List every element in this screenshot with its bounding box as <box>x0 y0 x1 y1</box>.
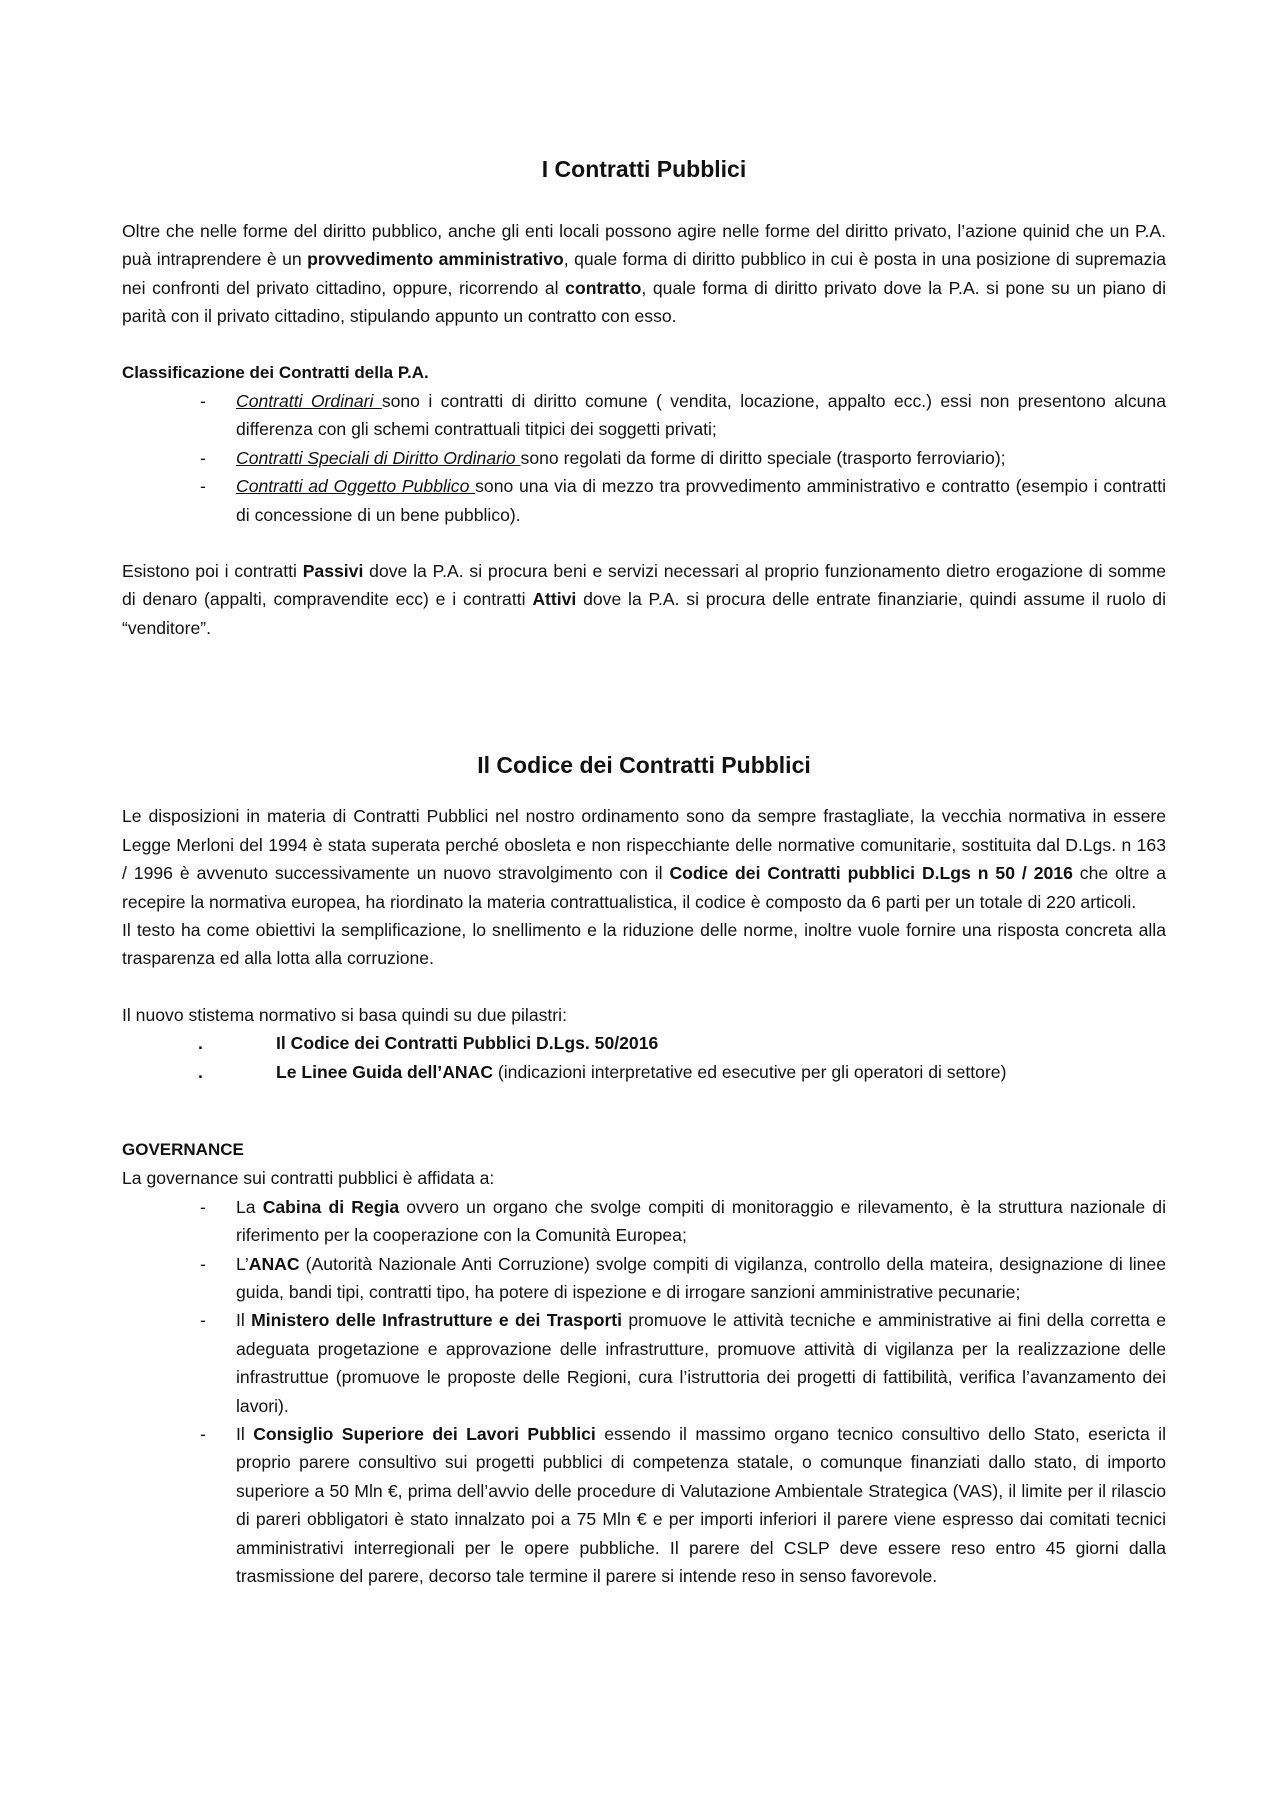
pillar-bold: Le Linee Guida dell’ANAC <box>276 1061 494 1082</box>
gov-pre: La <box>236 1196 263 1217</box>
intro-text-e: , quale forma di diritto privato dove la P.A. si pone su un piano di parità con il privato cittadino, stipulando appunto un contratto con esso. <box>122 277 1166 327</box>
codice-bold: Codice dei Contratti pubblici D.Lgs n 50 / 2016 <box>669 863 1073 884</box>
gov-text: promuove le attività tecniche e amministrative ai fini della corretta e adeguata progetazione e approvazione delle infrastrutture, promuove attività di vigilanza per la realizzazione delle infrastruttue (promuove le proposte delle Regioni, cura l’istruttoria dei progetti di fattibilità, verifica l’avanzamento dei lavori). <box>236 1310 1166 1416</box>
pa-text-a: Esistono poi i contratti <box>122 561 303 582</box>
list-item <box>236 444 1166 472</box>
objectives-paragraph: Il testo ha come obiettivi la semplificazione, lo snellimento e la riduzione delle norme, inoltre vuole fornire una risposta concreta alla trasparenza ed alla lotta alla corruzione. <box>122 919 1166 969</box>
list-item-label: Contratti ad Oggetto Pubblico <box>236 476 476 497</box>
gov-bold: Cabina di Regia <box>262 1196 400 1217</box>
section-title-codice: Il Codice dei Contratti Pubblici <box>477 752 811 779</box>
list-item <box>236 1420 1166 1590</box>
pillar-bold: Il Codice dei Contratti Pubblici D.Lgs. 50/2016 <box>276 1033 659 1054</box>
intro-text-c: , quale forma di diritto pubblico in cui è posta in una posizione di supremazia nei confronti del privato cittadino, oppure, ricorrendo al <box>122 249 1167 298</box>
list-item-text: sono una via di mezzo tra provvedimento amministrativo e contratto (esempio i contratti di concessione di un bene pubblico). <box>236 476 1166 525</box>
list-item-label: Contratti Ordinari <box>236 391 382 412</box>
codice-text-c: che oltre a recepire la normativa europea, ha riordinato la materia contrattualistica, il codice è composto da 6 parti per un totale di 220 articoli. <box>122 863 1166 912</box>
pa-bold-passivi: Passivi <box>302 561 364 582</box>
gov-text: essendo il massimo organo tecnico consultivo dello Stato, esericta il proprio parere consultivo sui progetti pubblici di competenza statale, o comunque finanziati dallo stato, di importo superiore a 50 Mln €, prima dell’avvio delle procedure di Valutazione Ambientale Strategica (VAS), il limite per il rilascio di pareri obbligatori è stato innalzato poi a 75 Mln € e per importi inferiori il parere viene espresso dai comitati tecnici amministrativi interregionali per le opere pubbliche. Il parere del CSLP deve essere reso entro 45 giorni dalla trasmissione del parere, decorso tale termine il parere si intende reso in senso favorevole. <box>236 1424 1166 1587</box>
list-item-label: Contratti Speciali di Diritto Ordinario <box>236 447 521 468</box>
intro-paragraph <box>122 217 1166 331</box>
intro-bold-contratto: contratto <box>565 277 642 298</box>
governance-heading: GOVERNANCE <box>122 1139 244 1159</box>
pa-bold-attivi: Attivi <box>532 589 577 610</box>
gov-bold: Ministero delle Infrastrutture e dei Trasporti <box>251 1310 623 1331</box>
pa-text-e: dove la P.A. si procura delle entrate finanziarie, quindi assume il ruolo di “venditore”. <box>122 589 1166 638</box>
gov-bold: Consiglio Superiore dei Lavori Pubblici <box>253 1424 596 1444</box>
pillar-text: (indicazioni interpretative ed esecutive per gli operatori di settore) <box>493 1061 1007 1082</box>
intro-bold-provvedimento: provvedimento amministrativo <box>307 249 564 270</box>
governance-intro: La governance sui contratti pubblici è affidata a: <box>122 1168 495 1189</box>
classification-heading: Classificazione dei Contratti della P.A. <box>122 362 429 382</box>
governance-list <box>122 1193 1166 1591</box>
list-item <box>236 1193 1166 1250</box>
codice-paragraph <box>122 802 1166 916</box>
list-item-text: sono i contratti di diritto comune ( vendita, locazione, appalto ecc.) essi non presentono alcuna differenza con gli schemi contrattuali titpici dei soggetti privati; <box>236 391 1166 440</box>
classification-list <box>122 387 1166 529</box>
codice-text-a: Le disposizioni in materia di Contratti Pubblici nel nostro ordinamento sono da sempre frastagliate, la vecchia normativa in essere Legge Merloni del 1994 è stata superata perché obosleta e non rispecchiante delle normative comunitarie, sostituita dal D.Lgs. n 163 / 1996 è avvenuto successivamente un nuovo stravolgimento con il <box>122 806 1166 884</box>
gov-text: ovvero un organo che svolge compiti di monitoraggio e rilevamento, è la struttura nazionale di riferimento per la cooperazione con la Comunità Europea; <box>236 1196 1166 1246</box>
intro-text-a: Oltre che nelle forme del diritto pubblico, anche gli enti locali possono agire nelle forme del diritto privato, l’azione quinid che un P.A. puà intraprendere è un <box>122 221 1166 270</box>
list-item <box>276 1029 1166 1057</box>
list-item <box>236 1306 1166 1420</box>
section-title-contratti-pubblici: I Contratti Pubblici <box>541 156 747 182</box>
list-item-text: sono regolati da forme di diritto speciale (trasporto ferroviario); <box>520 447 1006 468</box>
gov-bold: ANAC <box>248 1253 300 1274</box>
gov-text: (Autorità Nazionale Anti Corruzione) svolge compiti di vigilanza, controllo della mateira, designazione di linee guida, bandi tipi, contratti tipo, ha potere di ispezione e di irrogare sanzioni amministrative pecunarie; <box>236 1253 1166 1302</box>
list-item <box>276 1058 1166 1086</box>
pa-text-c: dove la P.A. si procura beni e servizi necessari al proprio funzionamento dietro erogazione di somme di denaro (appalti, compravendite ecc) e i contratti <box>122 561 1166 610</box>
list-item <box>236 387 1166 444</box>
pillars-intro: Il nuovo stistema normativo si basa quindi su due pilastri: <box>122 1004 567 1025</box>
list-item <box>236 472 1166 529</box>
list-item <box>236 1250 1166 1307</box>
gov-pre: Il <box>236 1424 254 1444</box>
pillars-list <box>122 1029 1166 1086</box>
gov-pre: Il <box>236 1310 252 1331</box>
gov-pre: L’ <box>236 1253 249 1274</box>
passive-active-paragraph <box>122 557 1166 642</box>
